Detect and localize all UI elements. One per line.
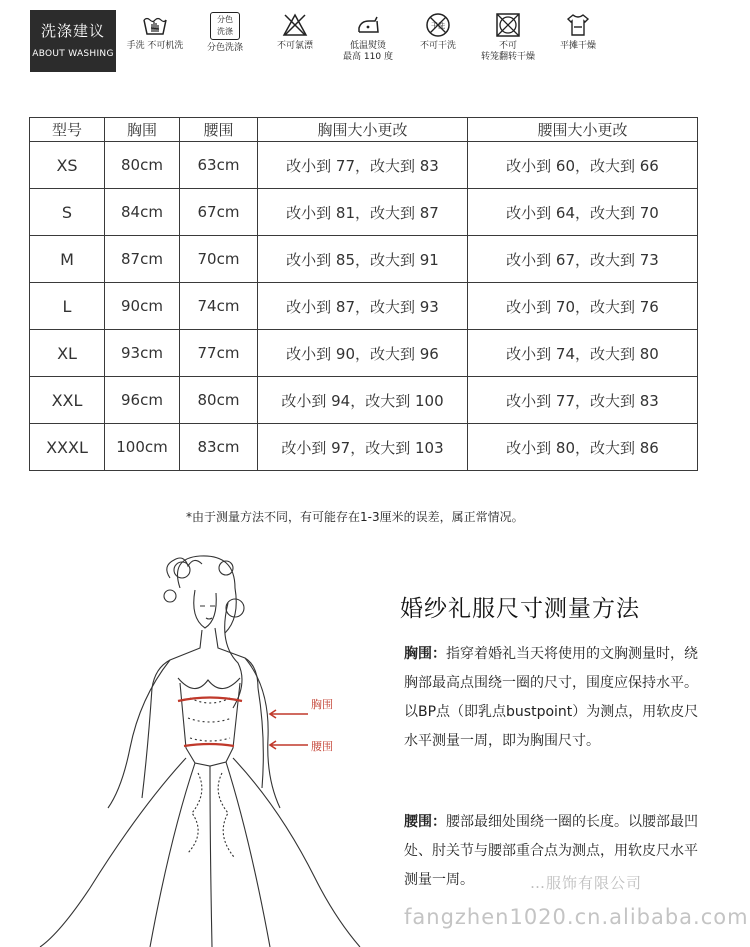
- header-size: 型号: [30, 118, 105, 142]
- cell-bust: 93cm: [105, 330, 180, 377]
- table-row: [30, 189, 698, 236]
- no-tumble-dry-icon: [495, 12, 521, 38]
- washing-badge: [30, 10, 116, 72]
- table-row: [30, 283, 698, 330]
- care-item-hand-wash: [115, 10, 195, 52]
- cell-waist-alteration: 改小到 74，改大到 80: [468, 330, 698, 377]
- waist-tag-label: 腰围: [311, 740, 333, 753]
- cell-bust: 80cm: [105, 142, 180, 189]
- cell-size: L: [30, 283, 105, 330]
- separate-wash-icon: [210, 12, 240, 40]
- care-item-no-tumble-dry: [468, 10, 548, 63]
- cell-waist: 83cm: [180, 424, 258, 471]
- watermark-url: fangzhen1020.cn.alibaba.com: [404, 905, 749, 929]
- size-chart-table: [29, 117, 698, 471]
- table-row: [30, 330, 698, 377]
- cell-waist-alteration: 改小到 64，改大到 70: [468, 189, 698, 236]
- cell-waist: 74cm: [180, 283, 258, 330]
- cell-size: XXL: [30, 377, 105, 424]
- cell-waist-alteration: 改小到 80，改大到 86: [468, 424, 698, 471]
- bust-keyword: 胸围：: [404, 646, 446, 662]
- header-bust-alteration: 胸围大小更改: [258, 118, 468, 142]
- cell-bust-alteration: 改小到 97，改大到 103: [258, 424, 468, 471]
- table-row: [30, 236, 698, 283]
- care-label-hand-wash: 手洗 不可机洗: [126, 41, 184, 51]
- waist-arrow-icon: [270, 741, 308, 749]
- washing-badge-title: 洗涤建议: [40, 22, 105, 40]
- header-waist: 腰围: [180, 118, 258, 142]
- cell-bust-alteration: 改小到 77，改大到 83: [258, 142, 468, 189]
- cell-size: XL: [30, 330, 105, 377]
- care-label-low-iron: 低温熨烫 最高 110 度: [343, 41, 393, 62]
- bust-measure-line: [178, 698, 242, 702]
- care-item-flat-dry: [538, 10, 618, 52]
- method-title: 婚纱礼服尺寸测量方法: [400, 596, 640, 622]
- care-label-no-dry-clean: 不可干洗: [419, 41, 456, 51]
- cell-waist-alteration: 改小到 70，改大到 76: [468, 283, 698, 330]
- care-label-no-bleach: 不可氯漂: [276, 41, 313, 51]
- table-row: [30, 142, 698, 189]
- care-label-flat-dry: 平摊干燥: [559, 41, 596, 51]
- no-dry-clean-icon-text: 干洗: [431, 22, 445, 30]
- cell-bust: 90cm: [105, 283, 180, 330]
- cell-size: S: [30, 189, 105, 236]
- cell-bust: 100cm: [105, 424, 180, 471]
- cell-size: M: [30, 236, 105, 283]
- bust-description: [404, 640, 704, 756]
- header-bust: 胸围: [105, 118, 180, 142]
- cell-waist: 63cm: [180, 142, 258, 189]
- bust-text: 指穿着婚礼当天将使用的文胸测量时，绕胸部最高点围绕一圈的尺寸，围度应保持水平。以BP点（即乳点bustpoint）为测点，用软皮尺水平测量一周，即为胸围尺寸。: [404, 646, 699, 749]
- flat-dry-icon: [565, 12, 591, 38]
- no-bleach-icon: [282, 12, 308, 38]
- washing-badge-subtitle: ABOUT WASHING: [32, 49, 114, 59]
- separate-wash-icon-text: 分色 洗涤: [217, 15, 233, 36]
- wedding-dress-illustration: [30, 548, 370, 947]
- waist-text: 腰部最细处围绕一圈的长度。以腰部最凹处、肘关节与腰部重合点为测点，用软皮尺水平测量一周。: [404, 814, 698, 888]
- cell-bust: 96cm: [105, 377, 180, 424]
- bust-arrow-icon: [270, 710, 308, 718]
- cell-bust: 84cm: [105, 189, 180, 236]
- cell-bust-alteration: 改小到 94，改大到 100: [258, 377, 468, 424]
- bust-tag-label: 胸围: [311, 698, 333, 711]
- cell-waist: 77cm: [180, 330, 258, 377]
- waist-measure-line: [184, 744, 234, 746]
- cell-bust-alteration: 改小到 87，改大到 93: [258, 283, 468, 330]
- no-dry-clean-icon: [425, 12, 451, 38]
- table-row: [30, 424, 698, 471]
- cell-bust-alteration: 改小到 85，改大到 91: [258, 236, 468, 283]
- care-item-low-iron: [328, 10, 408, 63]
- cell-bust-alteration: 改小到 81，改大到 87: [258, 189, 468, 236]
- low-iron-icon: [355, 12, 381, 38]
- cell-waist: 70cm: [180, 236, 258, 283]
- header-waist-alteration: 腰围大小更改: [468, 118, 698, 142]
- cell-waist-alteration: 改小到 77，改大到 83: [468, 377, 698, 424]
- cell-waist: 80cm: [180, 377, 258, 424]
- watermark-company: …服饰有限公司: [530, 874, 643, 892]
- waist-keyword: 腰围：: [404, 814, 446, 830]
- washing-care-bar: [30, 10, 720, 72]
- cell-bust: 87cm: [105, 236, 180, 283]
- cell-waist-alteration: 改小到 67，改大到 73: [468, 236, 698, 283]
- table-row: [30, 377, 698, 424]
- care-item-no-dry-clean: [398, 10, 478, 52]
- care-item-separate-wash: [185, 10, 265, 54]
- cell-size: XS: [30, 142, 105, 189]
- cell-waist-alteration: 改小到 60，改大到 66: [468, 142, 698, 189]
- hand-wash-icon: [142, 12, 168, 38]
- care-item-no-bleach: [255, 10, 335, 52]
- care-label-separate-wash: 分色洗涤: [206, 43, 243, 53]
- cell-size: XXXL: [30, 424, 105, 471]
- table-header-row: [30, 118, 698, 142]
- care-label-no-tumble-dry: 不可 转笼翻转干燥: [480, 41, 535, 62]
- cell-waist: 67cm: [180, 189, 258, 236]
- cell-bust-alteration: 改小到 90，改大到 96: [258, 330, 468, 377]
- measurement-note: *由于测量方法不同，有可能存在1-3厘米的误差，属正常情况。: [186, 510, 524, 524]
